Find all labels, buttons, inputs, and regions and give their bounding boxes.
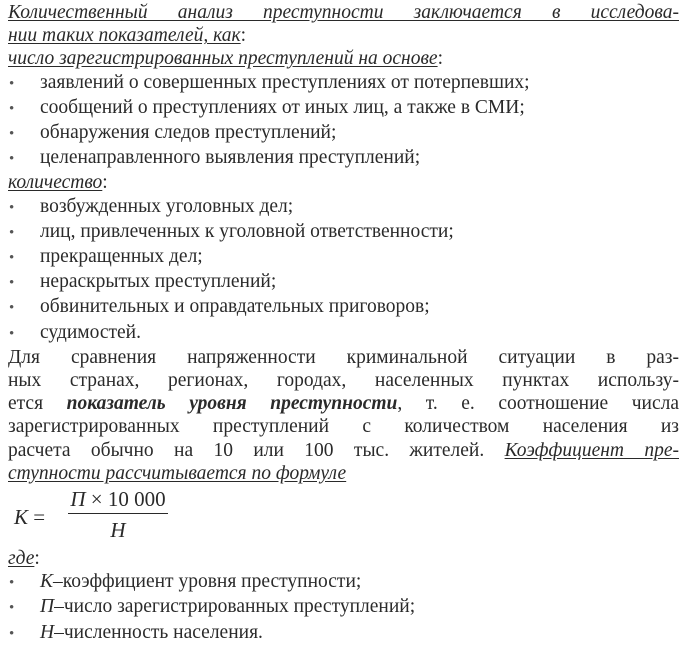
heading-line-1 [8, 0, 679, 24]
variable-symbol: П [40, 596, 55, 618]
list-item [8, 270, 679, 295]
section2-label-line: количество: [8, 172, 108, 194]
variable-symbol: K [40, 571, 54, 593]
formula-symbol: K [14, 505, 29, 530]
where-list [8, 570, 679, 646]
paragraph-line [8, 392, 679, 415]
bullet-icon: • [9, 325, 15, 342]
list-item-text: численность населения. [63, 621, 263, 643]
list-item [8, 295, 679, 320]
bullet-icon: • [9, 199, 15, 216]
list-item [8, 121, 679, 146]
section2-label: количество [8, 172, 103, 194]
list-item-text: заявлений о совершенных преступлениях от потерпевших; [40, 71, 530, 93]
underlined-phrase: Коэффициент пре- [504, 439, 679, 461]
list-item-text: прекращенных дел; [40, 246, 203, 268]
list-item-text: сообщений о преступлениях от иных лиц, а также в СМИ; [40, 96, 525, 118]
paragraph-line [8, 439, 679, 462]
fraction-bar [68, 513, 168, 514]
list-item [8, 71, 679, 96]
paragraph-text: зарегистрированных преступлений с количеством населения из [8, 416, 679, 438]
paragraph-text: Для сравнения напряженности криминальной ситуации в раз- [8, 346, 679, 368]
list-item-text: судимостей. [40, 321, 141, 343]
list-item-text: число зарегистрированных преступлений; [63, 596, 416, 618]
formula-equals: = [33, 505, 46, 530]
section1-list [8, 71, 679, 172]
section2-list [8, 195, 679, 346]
formula-lhs [14, 506, 45, 529]
heading-line-2: нии таких показателей, как: [8, 25, 247, 47]
where-label-line: где: [8, 548, 40, 570]
list-item [8, 220, 679, 245]
variable-symbol: Н [40, 621, 55, 643]
section1-label-line: число зарегистрированных преступлений на основе: [8, 48, 444, 70]
bullet-icon: • [9, 224, 15, 241]
list-item-text: лиц, привлеченных к уголовной ответственности; [40, 220, 454, 242]
list-item-text: обвинительных и оправдательных приговоров; [40, 296, 430, 318]
list-item: • П – число зарегистрированных преступлений; [8, 595, 679, 620]
bullet-icon: • [9, 126, 15, 143]
bullet-icon: • [9, 300, 15, 317]
list-item-text: нераскрытых преступлений; [40, 271, 277, 293]
paragraph-text: ных странах, регионах, городах, населенных пунктах использу- [8, 370, 679, 392]
list-item [8, 321, 679, 346]
list-item-text: возбужденных уголовных дел; [40, 195, 294, 217]
bullet-icon: • [9, 275, 15, 292]
paragraph-line [8, 369, 679, 392]
list-item [8, 195, 679, 220]
emphasized-term: показатель уровня преступности [66, 393, 398, 415]
paragraph-text: расчета обычно на 10 или 100 тыс. жителей. [8, 439, 505, 461]
bullet-icon: • [9, 75, 15, 92]
formula [8, 487, 679, 545]
formula-fraction [68, 487, 168, 543]
list-item [8, 146, 679, 171]
paragraph-line [8, 346, 679, 369]
list-item [8, 96, 679, 121]
bullet-icon: • [9, 575, 15, 592]
paragraph-text: ется [8, 393, 67, 415]
list-item-text: целенаправленного выявления преступлений; [40, 147, 421, 169]
section1-label: число зарегистрированных преступлений на основе [8, 48, 438, 70]
formula-denominator: Н [110, 518, 126, 543]
bullet-icon: • [9, 100, 15, 117]
list-item [8, 245, 679, 270]
formula-constant: 10 000 [107, 487, 166, 512]
formula-symbol: П [70, 487, 86, 512]
heading-text-1: Количественный анализ преступности заключается в исследова- [8, 2, 679, 23]
body-paragraph [8, 346, 679, 485]
list-item: • Н – численность населения. [8, 621, 679, 646]
list-item: • K – коэффициент уровня преступности; [8, 570, 679, 595]
list-item-text: коэффициент уровня преступности; [62, 571, 362, 593]
formula-numerator [68, 487, 168, 512]
heading-text-2: нии таких показателей, как [8, 25, 241, 47]
formula-operator: × [90, 487, 103, 512]
paragraph-text: , т. е. соотношение числа [397, 393, 679, 415]
bullet-icon: • [9, 625, 15, 642]
bullet-icon: • [9, 600, 15, 617]
list-item-text: обнаружения следов преступлений; [40, 122, 337, 144]
where-label: где [8, 548, 35, 570]
bullet-icon: • [9, 151, 15, 168]
paragraph-line [8, 415, 679, 438]
bullet-icon: • [9, 250, 15, 267]
underlined-phrase: ступности рассчитывается по формуле [8, 462, 347, 484]
paragraph-line [8, 462, 679, 485]
